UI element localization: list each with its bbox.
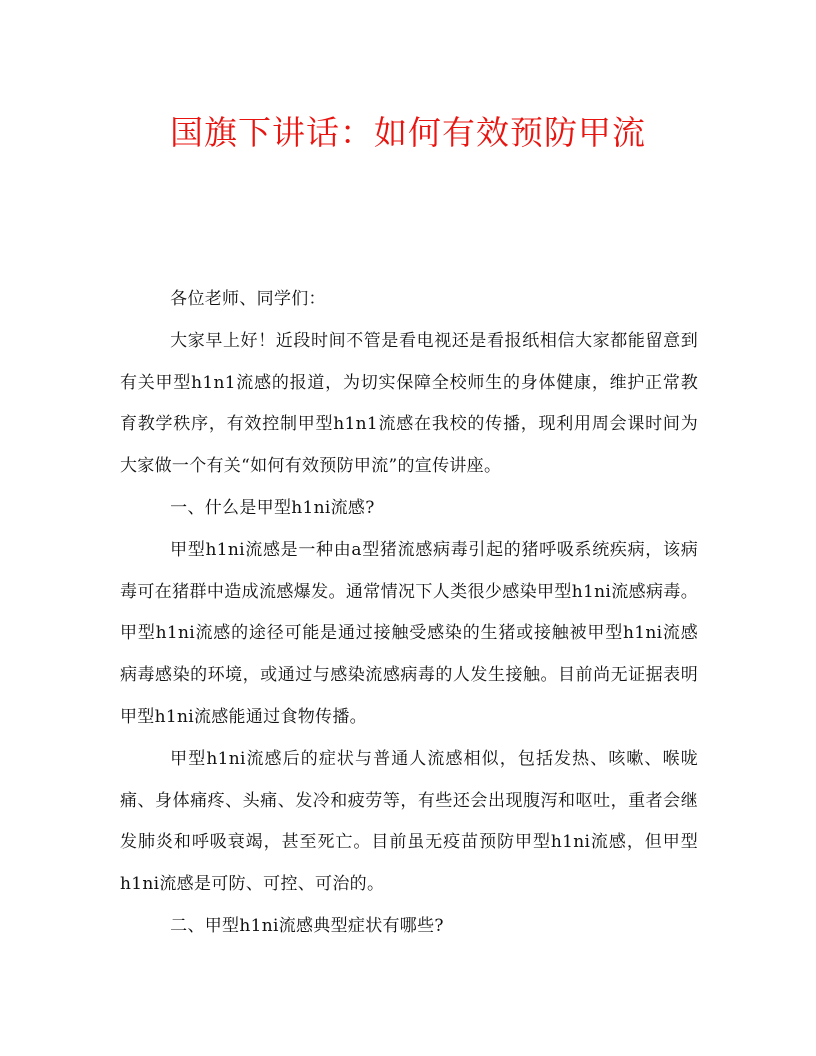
document-title: 国旗下讲话：如何有效预防甲流 — [170, 113, 646, 152]
paragraph-symptoms: 甲型h1ni流感后的症状与普通人流感相似，包括发热、咳嗽、喉咙痛、身体痛疼、头痛、发冷和疲劳等，有些还会出现腹泻和呕吐，重者会继发肺炎和呼吸衰竭，甚至死亡。目前虽无疫苗预防甲型h1ni流感，但甲型h1ni流感是可防、可控、可治的。 — [120, 748, 698, 895]
section-heading-1: 一、什么是甲型h1ni流感? — [170, 497, 375, 518]
salutation: 各位老师、同学们： — [170, 289, 326, 309]
paragraph-definition: 甲型h1ni流感是一种由a型猪流感病毒引起的猪呼吸系统疾病，该病毒可在猪群中造成流感爆发。通常情况下人类很少感染甲型h1ni流感病毒。甲型h1ni流感的途径可能是通过接触受感染的生猪或接触被甲型h1ni流感病毒感染的环境，或通过与感染流感病毒的人发生接触。目前尚无证据表明甲型h1ni流感能通过食物传播。 — [120, 539, 698, 727]
paragraph-greeting: 大家早上好！近段时间不管是看电视还是看报纸相信大家都能留意到有关甲型h1n1流感的报道，为切实保障全校师生的身体健康，维护正常教育教学秩序，有效控制甲型h1n1流感在我校的传播，现利用周会课时间为大家做一个有关“如何有效预防甲流”的宣传讲座。 — [120, 330, 698, 477]
document-body — [120, 279, 698, 948]
section-heading-2: 二、甲型h1ni流感典型症状有哪些? — [170, 915, 444, 936]
